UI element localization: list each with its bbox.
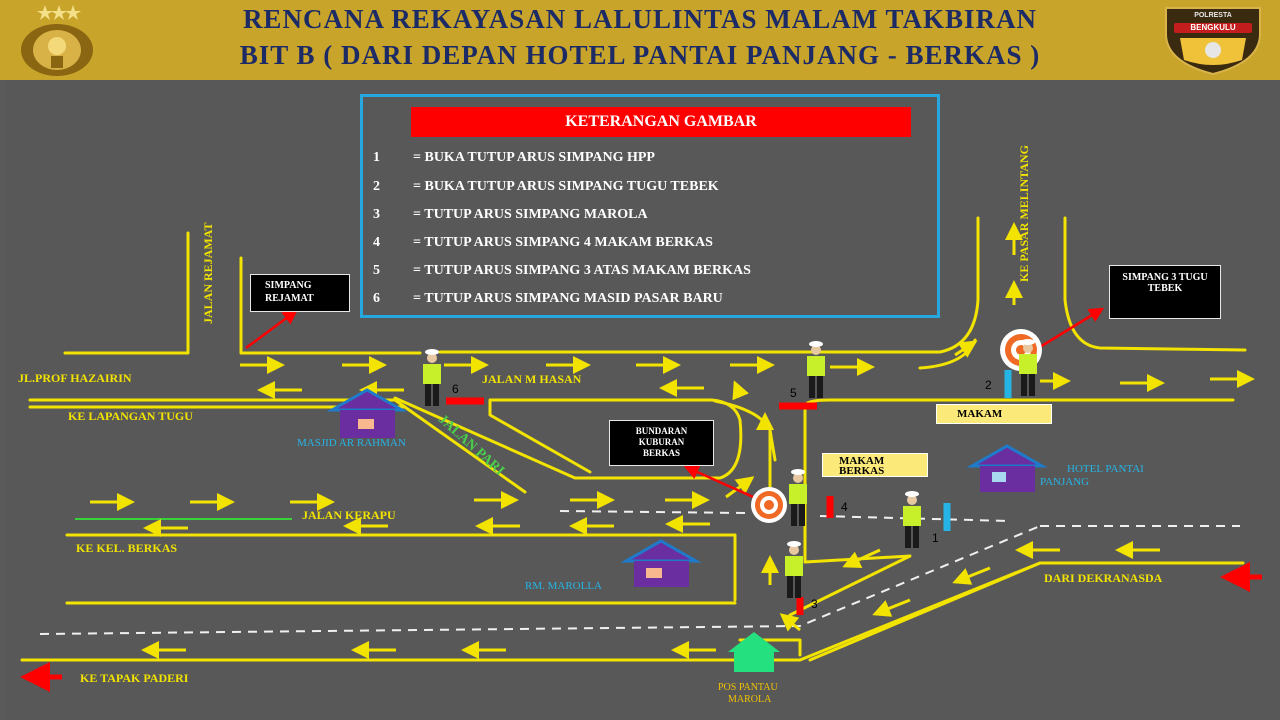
legend-item-number: 5 [373, 263, 380, 278]
box-makam: MAKAM [936, 404, 1052, 424]
legend-item-number: 3 [373, 207, 380, 222]
police-emblem-icon [12, 2, 102, 78]
box-simpang-rejamat [250, 274, 350, 312]
box-makam-berkas-l1: MAKAM [839, 455, 885, 467]
point-5: 5 [790, 386, 797, 400]
point-2: 2 [985, 378, 992, 392]
box-makam-berkas-l2: BERKAS [839, 465, 885, 477]
roundabout-marker-berkas [751, 487, 787, 523]
label-jalan-pari: JALAN PARI [434, 412, 507, 479]
house-icon-hotel [972, 446, 1042, 492]
legend-item-text: = TUTUP ARUS SIMPANG 4 MAKAM BERKAS [413, 235, 713, 250]
box-simpang-tugu-l1: SIMPANG 3 TUGU [1122, 272, 1208, 283]
box-makam-berkas [822, 453, 928, 477]
legend-item-text: = TUTUP ARUS SIMPANG MASID PASAR BARU [413, 291, 723, 306]
point-1: 1 [932, 531, 939, 545]
box-simpang-rejamat-l1: SIMPANG [265, 280, 312, 291]
label-ke-kel-berkas: KE KEL. BERKAS [76, 541, 178, 555]
box-bundaran-l1: BUNDARAN [635, 426, 688, 436]
label-jl-prof-hazairin: JL.PROF HAZAIRIN [18, 371, 132, 385]
point-3: 3 [811, 597, 818, 611]
box-simpang-tugu-l2: TEBEK [1147, 283, 1183, 294]
legend-item-6 [373, 291, 723, 307]
house-icon-masjid [332, 390, 402, 438]
legend-title: KETERANGAN GAMBAR [411, 107, 911, 137]
label-dari-dekranasda: DARI DEKRANASDA [1044, 571, 1163, 585]
header-banner [0, 0, 1280, 80]
label-hotel-line-2: PANJANG [1040, 476, 1090, 488]
label-masjid-ar-rahman: MASJID AR RAHMAN [297, 437, 406, 449]
label-jalan-kerapu: JALAN KERAPU [302, 508, 396, 522]
label-rm-marolla: RM. MAROLLA [525, 580, 603, 592]
box-bundaran-l3: BERKAS [642, 448, 680, 458]
legend-item-3 [373, 207, 648, 223]
label-pos-pantau-1: POS PANTAU [718, 682, 778, 693]
point-4: 4 [841, 500, 848, 514]
label-pos-pantau-2: MAROLA [728, 694, 772, 705]
title-line-1: RENCANA REKAYASAN LALULINTAS MALAM TAKBIRAN [242, 4, 1038, 34]
house-icon-marolla [626, 541, 696, 587]
box-simpang-rejamat-l2: REJAMAT [265, 293, 314, 304]
legend-item-number: 4 [373, 235, 380, 250]
legend-item-text: = BUKA TUTUP ARUS SIMPANG HPP [413, 150, 655, 165]
label-ke-tapak-paderi: KE TAPAK PADERI [80, 671, 189, 685]
legend-item-text: = BUKA TUTUP ARUS SIMPANG TUGU TEBEK [413, 179, 719, 194]
label-hotel-line-1: HOTEL PANTAI [1067, 463, 1144, 475]
legend-item-number: 1 [373, 150, 380, 165]
box-bundaran-kuburan [609, 420, 714, 466]
label-jalan-rejamat: JALAN REJAMAT [201, 222, 215, 324]
logo-bengkulu-text: BENGKULU [1190, 23, 1236, 32]
box-simpang-tugu-tebek [1109, 265, 1221, 319]
label-ke-lapangan-tugu: KE LAPANGAN TUGU [68, 409, 193, 423]
box-bundaran-l2: KUBURAN [638, 437, 685, 447]
logo-top-text: POLRESTA [1194, 12, 1232, 19]
legend-item-number: 6 [373, 291, 380, 306]
legend-item-number: 2 [373, 179, 380, 194]
label-ke-pasar-melintang: KE PASAR MELINTANG [1017, 145, 1031, 282]
legend-item-5 [373, 263, 751, 279]
title-line-2: BIT B ( DARI DEPAN HOTEL PANTAI PANJANG - BERKAS ) [239, 40, 1041, 70]
legend-item-text: = TUTUP ARUS SIMPANG MAROLA [413, 207, 648, 222]
legend-item-2 [373, 179, 719, 195]
legend-panel [360, 94, 940, 318]
house-icon-pos-pantau [728, 632, 780, 672]
label-jalan-m-hasan: JALAN M HASAN [482, 372, 582, 386]
legend-item-4 [373, 235, 713, 251]
legend-item-1 [373, 150, 655, 166]
point-6: 6 [452, 382, 459, 396]
legend-item-text: = TUTUP ARUS SIMPANG 3 ATAS MAKAM BERKAS [413, 263, 751, 278]
